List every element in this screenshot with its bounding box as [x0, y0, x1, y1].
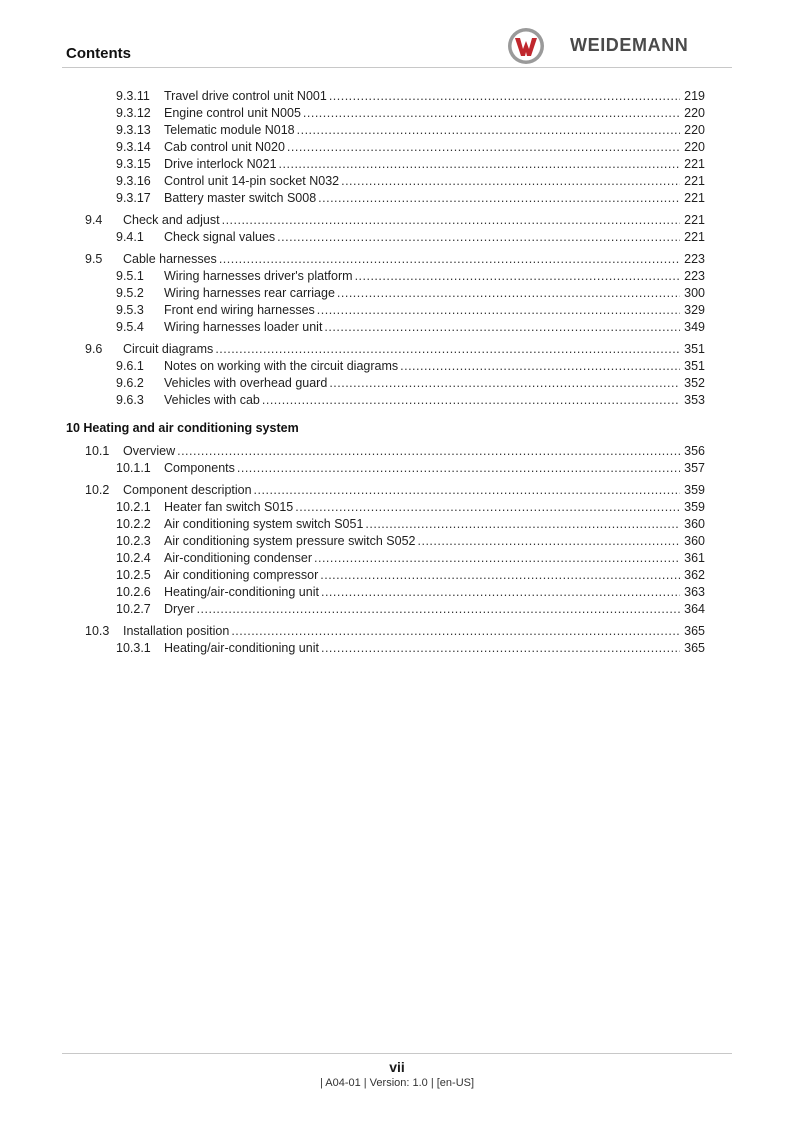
toc-entry-title: Cable harnesses: [123, 252, 217, 266]
toc-entry-number: 9.3.14: [116, 140, 151, 154]
toc-entry-title: Wiring harnesses rear carriage: [164, 286, 335, 300]
toc-entry-number: 10.2.2: [116, 517, 151, 531]
toc-entry[interactable]: [0, 640, 794, 657]
toc-entry-page: 349: [684, 320, 705, 334]
toc-entry-number: 9.3.16: [116, 174, 151, 188]
toc-entry-page: 360: [684, 534, 705, 548]
toc-entry-number: 10.2.6: [116, 585, 151, 599]
toc-entry-title: Air conditioning system pressure switch S052: [164, 534, 416, 548]
toc-entry-title: Check and adjust: [123, 213, 220, 227]
toc-entry-page: 356: [684, 444, 705, 458]
toc-entry-page: 359: [684, 483, 705, 497]
dot-leader: [318, 190, 680, 207]
toc-entry-number: 10.2.3: [116, 534, 151, 548]
page-number: vii: [389, 1059, 405, 1075]
toc-entry-page: 351: [684, 342, 705, 356]
toc-entry-number: 10.1: [85, 444, 110, 458]
toc-entry-title: Overview: [123, 444, 176, 458]
toc-entry-page: 359: [684, 500, 705, 514]
dot-leader: [337, 285, 680, 302]
toc-entry[interactable]: [0, 550, 794, 567]
toc-section[interactable]: [0, 341, 794, 358]
toc-entry-number: 10.1.1: [116, 461, 151, 475]
toc-entry-title: Air conditioning compressor: [164, 568, 319, 582]
toc-entry-number: 9.5.2: [116, 286, 144, 300]
toc-entry-number: 9.3.12: [116, 106, 151, 120]
toc-entry[interactable]: [0, 601, 794, 618]
toc-entry-page: 221: [684, 191, 705, 205]
dot-leader: [303, 105, 680, 122]
brand-name: WEIDEMANN: [570, 35, 689, 55]
toc-entry-page: 300: [684, 286, 705, 300]
weidemann-logo-icon: [506, 26, 550, 66]
dot-leader: [197, 601, 680, 618]
toc-entry-number: 9.3.13: [116, 123, 151, 137]
dot-leader: [321, 640, 680, 657]
dot-leader: [320, 567, 680, 584]
toc-entry-number: 10.2: [85, 483, 110, 497]
toc-entry[interactable]: [0, 302, 794, 319]
footer-divider: [62, 1053, 732, 1054]
toc-entry-page: 360: [684, 517, 705, 531]
toc-entry-page: 329: [684, 303, 705, 317]
dot-leader: [215, 341, 680, 358]
toc-section[interactable]: [0, 623, 794, 640]
brand-logo: [506, 26, 720, 66]
dot-leader: [254, 482, 680, 499]
toc-entry[interactable]: [0, 358, 794, 375]
toc-entry-title: Vehicles with cab: [164, 393, 260, 407]
toc-entry-title: Travel drive control unit N001: [164, 89, 327, 103]
toc-entry-page: 220: [684, 106, 705, 120]
toc-entry-page: 221: [684, 174, 705, 188]
toc-entry-number: 10.3: [85, 624, 110, 638]
toc-entry-number: 10.2.4: [116, 551, 151, 565]
toc-entry-page: 362: [684, 568, 705, 582]
dot-leader: [262, 392, 680, 409]
toc-entry-page: 363: [684, 585, 705, 599]
toc-entry-page: 223: [684, 252, 705, 266]
toc-entry-page: 220: [684, 140, 705, 154]
toc-entry-page: 364: [684, 602, 705, 616]
toc-entry[interactable]: [0, 392, 794, 409]
toc-entry-number: 9.6.2: [116, 376, 144, 390]
dot-leader: [400, 358, 680, 375]
dot-leader: [355, 268, 680, 285]
toc-entry-number: 9.5.3: [116, 303, 144, 317]
toc-entry[interactable]: [0, 375, 794, 392]
toc-entry-number: 9.3.17: [116, 191, 151, 205]
dot-leader: [277, 229, 680, 246]
toc-entry[interactable]: [0, 319, 794, 336]
chapter-heading[interactable]: 10 Heating and air conditioning system: [66, 421, 299, 435]
dot-leader: [341, 173, 680, 190]
dot-leader: [222, 212, 680, 229]
toc-entry-number: 9.6.3: [116, 393, 144, 407]
toc-entry-number: 10.3.1: [116, 641, 151, 655]
toc-entry-title: Heating/air-conditioning unit: [164, 641, 319, 655]
toc-entry-title: Air conditioning system switch S051: [164, 517, 364, 531]
toc-entry-title: Check signal values: [164, 230, 276, 244]
dot-leader: [237, 460, 680, 477]
toc-entry[interactable]: [0, 173, 794, 190]
toc-entry-title: Air-conditioning condenser: [164, 551, 313, 565]
dot-leader: [317, 302, 680, 319]
toc-entry-title: Notes on working with the circuit diagrams: [164, 359, 399, 373]
toc-entry[interactable]: [0, 533, 794, 550]
toc-entry[interactable]: [0, 122, 794, 139]
toc-entry-title: Telematic module N018: [164, 123, 295, 137]
toc-entry[interactable]: [0, 567, 794, 584]
document-version-info: | A04-01 | Version: 1.0 | [en-US]: [319, 1077, 475, 1089]
dot-leader: [177, 443, 680, 460]
toc-entry[interactable]: [0, 285, 794, 302]
toc-section[interactable]: [0, 443, 794, 460]
dot-leader: [329, 375, 680, 392]
toc-entry[interactable]: [0, 105, 794, 122]
toc-entry-page: 221: [684, 213, 705, 227]
toc-entry-number: 9.6.1: [116, 359, 144, 373]
toc-entry-title: Control unit 14-pin socket N032: [164, 174, 340, 188]
toc-entry-number: 9.6: [85, 342, 103, 356]
toc-entry-title: Vehicles with overhead guard: [164, 376, 328, 390]
toc-entry-title: Heater fan switch S015: [164, 500, 294, 514]
toc-entry-title: Battery master switch S008: [164, 191, 317, 205]
toc-entry-number: 9.5: [85, 252, 103, 266]
toc-entry-page: 353: [684, 393, 705, 407]
toc-entry[interactable]: [0, 190, 794, 207]
dot-leader: [329, 88, 680, 105]
toc-entry-page: 365: [684, 624, 705, 638]
toc-entry-page: 365: [684, 641, 705, 655]
toc-entry-number: 9.5.4: [116, 320, 144, 334]
dot-leader: [219, 251, 680, 268]
toc-entry-page: 352: [684, 376, 705, 390]
header-divider: [62, 67, 732, 68]
dot-leader: [365, 516, 680, 533]
toc-entry-number: 9.4: [85, 213, 103, 227]
toc-entry-title: Component description: [123, 483, 252, 497]
toc-entry[interactable]: [0, 229, 794, 246]
toc-entry-title: Engine control unit N005: [164, 106, 301, 120]
toc-entry-page: 219: [684, 89, 705, 103]
toc-entry-title: Installation position: [123, 624, 230, 638]
dot-leader: [324, 319, 680, 336]
toc-entry-number: 9.4.1: [116, 230, 144, 244]
toc-entry-title: Components: [164, 461, 235, 475]
toc-entry[interactable]: [0, 584, 794, 601]
dot-leader: [231, 623, 680, 640]
toc-entry-number: 10.2.5: [116, 568, 151, 582]
toc-entry-page: 221: [684, 157, 705, 171]
toc-entry-title: Heating/air-conditioning unit: [164, 585, 319, 599]
toc-entry-title: Front end wiring harnesses: [164, 303, 315, 317]
toc-entry-page: 223: [684, 269, 705, 283]
toc-section[interactable]: [0, 482, 794, 499]
dot-leader: [321, 584, 680, 601]
toc-entry[interactable]: [0, 516, 794, 533]
toc-entry-page: 361: [684, 551, 705, 565]
toc-entry-title: Wiring harnesses driver's platform: [164, 269, 353, 283]
toc-entry-number: 9.3.11: [116, 89, 150, 103]
toc-entry-number: 10.2.7: [116, 602, 151, 616]
toc-section[interactable]: [0, 251, 794, 268]
toc-entry[interactable]: [0, 268, 794, 285]
toc-entry-number: 10.2.1: [116, 500, 151, 514]
dot-leader: [418, 533, 680, 550]
dot-leader: [279, 156, 680, 173]
dot-leader: [287, 139, 680, 156]
page-title: Contents: [66, 45, 131, 62]
toc-entry-page: 220: [684, 123, 705, 137]
toc-entry-number: 9.3.15: [116, 157, 151, 171]
toc-entry-title: Circuit diagrams: [123, 342, 214, 356]
toc-entry[interactable]: [0, 156, 794, 173]
dot-leader: [314, 550, 680, 567]
toc-entry-title: Dryer: [164, 602, 195, 616]
toc-entry-title: Wiring harnesses loader unit: [164, 320, 323, 334]
toc-entry-page: 357: [684, 461, 705, 475]
toc-entry-title: Cab control unit N020: [164, 140, 285, 154]
toc-section[interactable]: [0, 212, 794, 229]
toc-entry[interactable]: [0, 139, 794, 156]
toc-entry-title: Drive interlock N021: [164, 157, 277, 171]
toc-entry[interactable]: [0, 499, 794, 516]
dot-leader: [297, 122, 680, 139]
toc-entry-number: 9.5.1: [116, 269, 144, 283]
dot-leader: [295, 499, 680, 516]
toc-entry-page: 351: [684, 359, 705, 373]
toc-entry[interactable]: [0, 460, 794, 477]
toc-entry-page: 221: [684, 230, 705, 244]
toc-entry[interactable]: [0, 88, 794, 105]
